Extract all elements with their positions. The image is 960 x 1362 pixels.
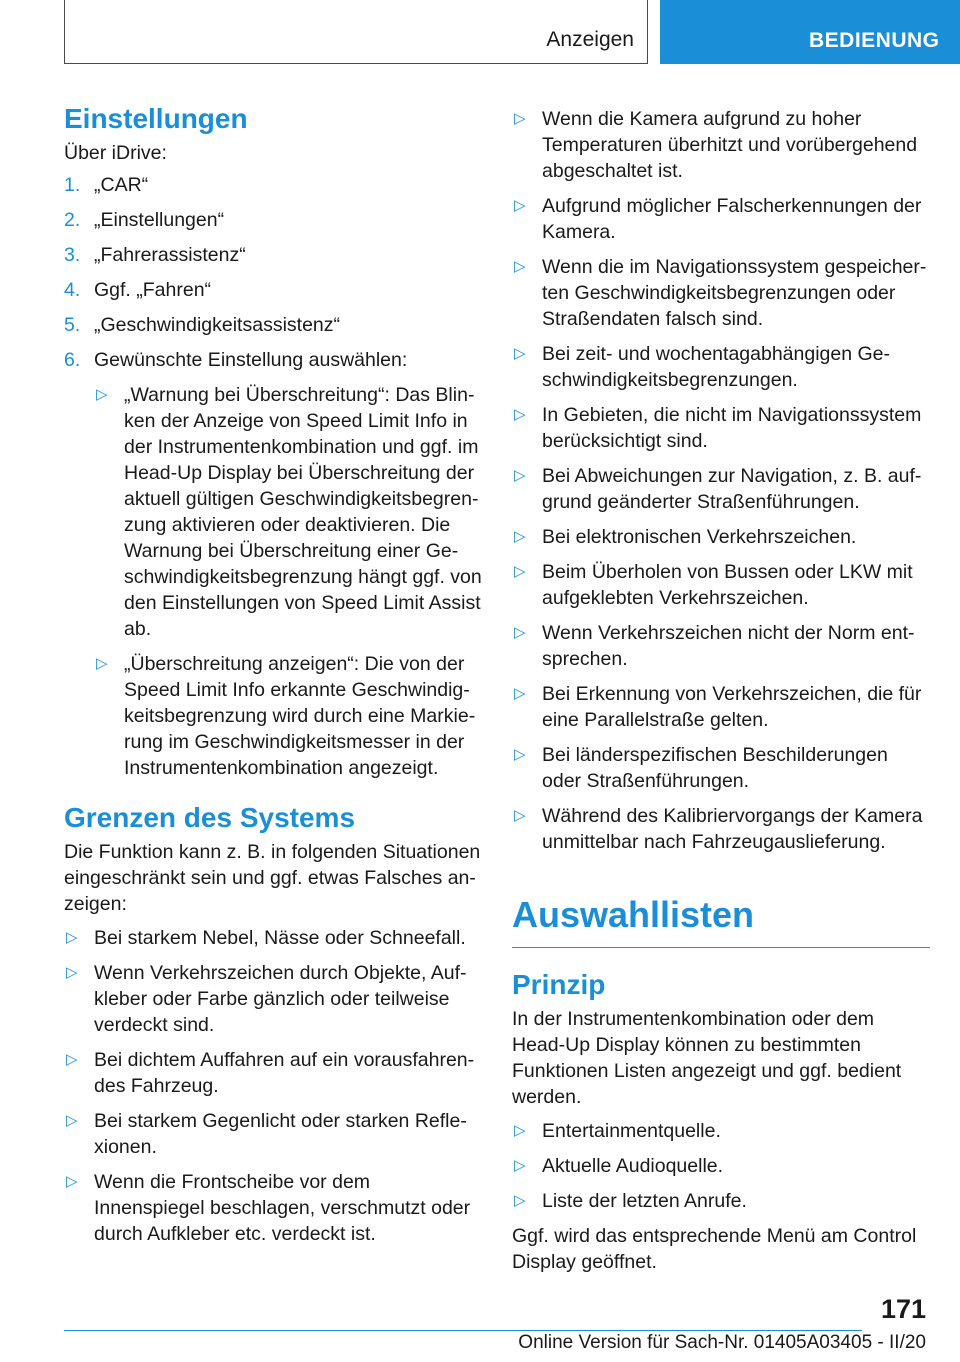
page-number: 171 — [880, 1294, 926, 1324]
bullet-triangle-icon: ▷ — [514, 406, 526, 423]
list-item-text: Bei elektronischen Verkehrszeichen. — [542, 526, 857, 548]
list-item — [512, 341, 930, 393]
footer-version-text: Online Version für Sach-Nr. 01405A03405 - II/20 — [518, 1332, 926, 1353]
left-column — [64, 102, 482, 1256]
step-number: 6. — [64, 349, 81, 371]
principle-list — [512, 1118, 930, 1214]
list-item — [64, 1047, 482, 1099]
list-item — [512, 742, 930, 794]
footer-divider — [64, 1330, 862, 1331]
step-number: 2. — [64, 209, 81, 231]
list-item-text: Bei länderspezifischen Beschilderungen oder Straßenführungen. — [542, 744, 888, 792]
list-item-text: Wenn die im Navigationssystem gespeicherten Geschwindigkeitsbegrenzungen oder Straßendaten falsch sind. — [542, 256, 927, 330]
list-item-text: Bei zeit- und wochentagabhängigen Geschwindigkeitsbegrenzungen. — [542, 343, 890, 391]
list-item — [64, 1169, 482, 1247]
list-item-text: Wenn Verkehrszeichen nicht der Norm entsprechen. — [542, 622, 915, 670]
list-item — [512, 803, 930, 855]
bullet-triangle-icon: ▷ — [514, 1192, 526, 1209]
header-section-title: Anzeigen — [546, 28, 634, 51]
principle-heading: Prinzip — [512, 969, 606, 1000]
limits-list-continued — [512, 106, 930, 855]
settings-heading: Einstellungen — [64, 103, 248, 134]
bullet-triangle-icon: ▷ — [66, 929, 78, 946]
step-item — [64, 207, 482, 233]
list-item-text: Liste der letzten Anrufe. — [542, 1190, 747, 1212]
step-text: Gewünschte Einstellung auswählen: — [94, 349, 408, 371]
step-item — [64, 347, 482, 781]
step-text: Ggf. „Fahren“ — [94, 279, 212, 301]
bullet-triangle-icon: ▷ — [66, 1051, 78, 1068]
bullet-triangle-icon: ▷ — [514, 624, 526, 641]
option-text: „Warnung bei Überschreitung“: Das Blinken der Anzeige von Speed Limit Info in der Instrumentenkombination und ggf. im Head-Up Display bei Überschreitung der aktuell gültigen Geschwindigkeitsbegrenzung aktivieren oder deaktivieren. Die Warnung bei Überschreitung einer Geschwindigkeitsbegrenzung hängt ggf. von den Einstellungen von Speed Limit Assist ab. — [124, 384, 482, 640]
list-item — [64, 925, 482, 951]
step-text: „Fahrerassistenz“ — [94, 244, 246, 266]
list-item — [512, 559, 930, 611]
step-text: „Geschwindigkeitsassistenz“ — [94, 314, 341, 336]
step6-options — [94, 382, 482, 781]
bullet-triangle-icon: ▷ — [66, 1112, 78, 1129]
list-item — [512, 1118, 930, 1144]
list-item-text: Wenn Verkehrszeichen durch Objekte, Aufkleber oder Farbe gänzlich oder teilweise verdeckt sind. — [94, 962, 467, 1036]
bullet-triangle-icon: ▷ — [96, 655, 108, 672]
list-item — [512, 524, 930, 550]
list-item-text: Bei starkem Gegenlicht oder starken Reflexionen. — [94, 1110, 467, 1158]
list-item-text: Wenn die Kamera aufgrund zu hoher Temperaturen überhitzt und vorübergehend abgeschaltet ist. — [542, 108, 918, 182]
list-item — [512, 402, 930, 454]
bullet-triangle-icon: ▷ — [514, 685, 526, 702]
option-item — [94, 382, 482, 642]
principle-text: In der Instrumentenkombination oder dem Head-Up Display können zu bestimmten Funktionen Listen angezeigt und ggf. bedient werden. — [512, 1008, 902, 1108]
list-item — [512, 681, 930, 733]
list-item — [512, 463, 930, 515]
bullet-triangle-icon: ▷ — [96, 386, 108, 403]
header-chapter-tab: BEDIENUNG — [660, 0, 960, 64]
bullet-triangle-icon: ▷ — [514, 258, 526, 275]
bullet-triangle-icon: ▷ — [514, 467, 526, 484]
chapter-heading: Auswahllisten — [512, 893, 930, 948]
step-number: 5. — [64, 314, 81, 336]
step-item — [64, 277, 482, 303]
list-item-text: Aufgrund möglicher Falscherkennungen der Kamera. — [542, 195, 922, 243]
bullet-triangle-icon: ▷ — [514, 563, 526, 580]
list-item-text: In Gebieten, die nicht im Navigationssystem berücksichtigt sind. — [542, 404, 922, 452]
list-item — [512, 1153, 930, 1179]
list-item — [512, 193, 930, 245]
bullet-triangle-icon: ▷ — [514, 1122, 526, 1139]
step-item — [64, 312, 482, 338]
list-item — [512, 254, 930, 332]
bullet-triangle-icon: ▷ — [514, 110, 526, 127]
settings-intro: Über iDrive: — [64, 142, 167, 164]
closing-text: Ggf. wird das entsprechende Menü am Control Display geöffnet. — [512, 1225, 917, 1273]
list-item-text: Aktuelle Audioquelle. — [542, 1155, 724, 1177]
bullet-triangle-icon: ▷ — [514, 746, 526, 763]
list-item-text: Bei starkem Nebel, Nässe oder Schneefall. — [94, 927, 466, 949]
step-number: 3. — [64, 244, 81, 266]
limits-list — [64, 925, 482, 1247]
right-column — [512, 106, 930, 1275]
bullet-triangle-icon: ▷ — [514, 807, 526, 824]
list-item — [64, 960, 482, 1038]
step-item — [64, 242, 482, 268]
bullet-triangle-icon: ▷ — [514, 197, 526, 214]
limits-intro: Die Funktion kann z. B. in folgenden Situationen eingeschränkt sein und ggf. etwas Falsches anzeigen: — [64, 841, 481, 915]
list-item — [64, 1108, 482, 1160]
step-text: „CAR“ — [94, 174, 149, 196]
step-item — [64, 172, 482, 198]
list-item — [512, 106, 930, 184]
list-item-text: Entertainmentquelle. — [542, 1120, 721, 1142]
limits-heading: Grenzen des Systems — [64, 802, 356, 833]
list-item-text: Bei Abweichungen zur Navigation, z. B. aufgrund geänderter Straßenführungen. — [542, 465, 922, 513]
list-item-text: Während des Kalibriervorgangs der Kamera unmittelbar nach Fahrzeugauslieferung. — [542, 805, 923, 853]
list-item-text: Beim Überholen von Bussen oder LKW mit aufgeklebten Verkehrszeichen. — [542, 561, 913, 609]
step-text: „Einstellungen“ — [94, 209, 225, 231]
option-item — [94, 651, 482, 781]
list-item-text: Bei dichtem Auffahren auf ein vorausfahrendes Fahrzeug. — [94, 1049, 475, 1097]
step-number: 4. — [64, 279, 81, 301]
bullet-triangle-icon: ▷ — [514, 345, 526, 362]
list-item — [512, 620, 930, 672]
option-text: „Überschreitung anzeigen“: Die von der Speed Limit Info erkannte Geschwindigkeitsbegrenzung wird durch eine Markierung im Geschwindigkeitsmesser in der Instrumentenkombination angezeigt. — [124, 653, 476, 779]
bullet-triangle-icon: ▷ — [514, 528, 526, 545]
settings-steps — [64, 172, 482, 781]
list-item-text: Bei Erkennung von Verkehrszeichen, die für eine Parallelstraße gelten. — [542, 683, 922, 731]
list-item-text: Wenn die Frontscheibe vor dem Innenspiegel beschlagen, verschmutzt oder durch Aufkleber etc. verdeckt ist. — [94, 1171, 471, 1245]
bullet-triangle-icon: ▷ — [66, 964, 78, 981]
step-number: 1. — [64, 174, 81, 196]
bullet-triangle-icon: ▷ — [66, 1173, 78, 1190]
bullet-triangle-icon: ▷ — [514, 1157, 526, 1174]
list-item — [512, 1188, 930, 1214]
